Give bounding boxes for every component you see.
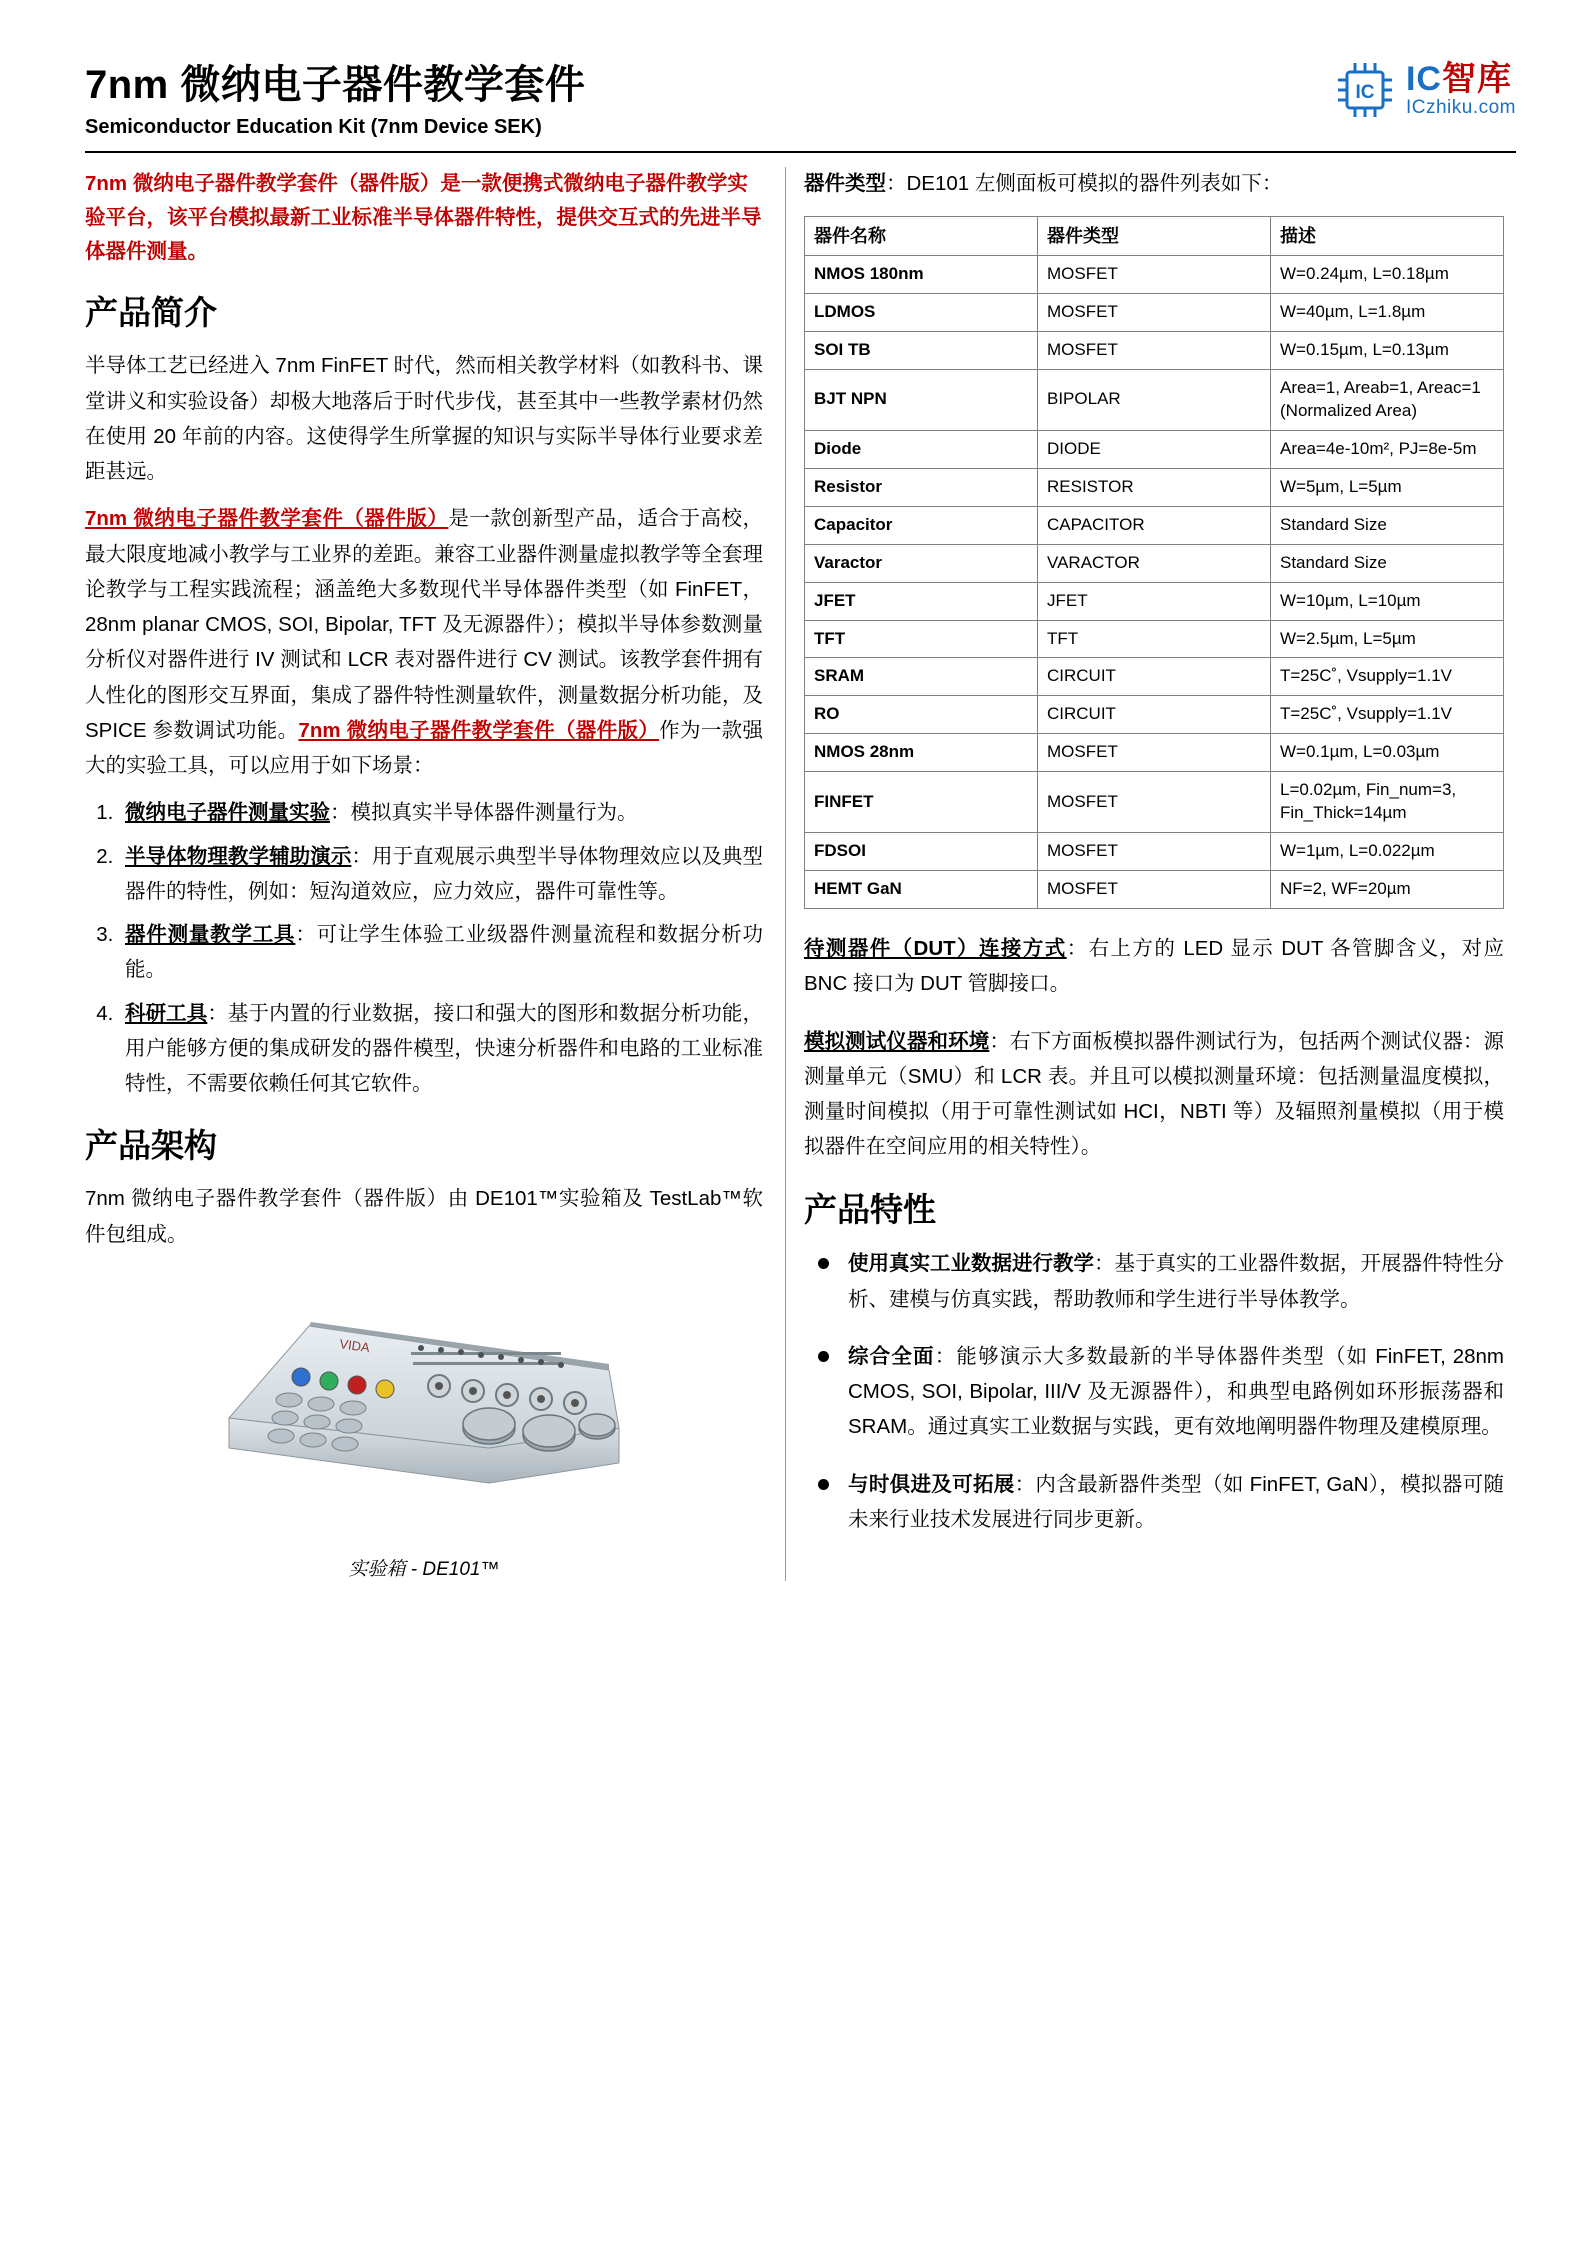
right-column bbox=[804, 167, 1504, 1581]
table-header-row bbox=[805, 216, 1504, 255]
highlight-product-name-1: 7nm 微纳电子器件教学套件（器件版） bbox=[85, 507, 449, 531]
brand-logo bbox=[1334, 55, 1516, 121]
ic-chip-icon bbox=[1334, 59, 1396, 121]
section-heading-features: 产品特性 bbox=[804, 1190, 936, 1228]
table-cell-desc: L=0.02µm, Fin_num=3, Fin_Thick=14µm bbox=[1271, 772, 1504, 833]
table-cell-desc: W=0.15µm, L=0.13µm bbox=[1271, 332, 1504, 370]
table-cell-name: JFET bbox=[805, 582, 1038, 620]
table-cell-type: MOSFET bbox=[1038, 256, 1271, 294]
table-row bbox=[805, 256, 1504, 294]
table-cell-type: RESISTOR bbox=[1038, 468, 1271, 506]
logo-wordmark-cn: 智库 bbox=[1441, 60, 1512, 99]
table-cell-name: Resistor bbox=[805, 468, 1038, 506]
feature-head: 使用真实工业数据进行教学 bbox=[848, 1252, 1094, 1276]
table-cell-name: HEMT GaN bbox=[805, 871, 1038, 909]
table-cell-desc: W=0.1µm, L=0.03µm bbox=[1271, 734, 1504, 772]
table-cell-name: FDSOI bbox=[805, 833, 1038, 871]
table-cell-type: DIODE bbox=[1038, 430, 1271, 468]
table-cell-desc: W=2.5µm, L=5µm bbox=[1271, 620, 1504, 658]
table-cell-desc: W=40µm, L=1.8µm bbox=[1271, 294, 1504, 332]
header-divider bbox=[85, 151, 1516, 153]
dut-paragraph bbox=[804, 931, 1504, 1002]
environment-paragraph bbox=[804, 1024, 1504, 1165]
list-item-body: ：基于内置的行业数据，接口和强大的图形和数据分析功能，用户能够方便的集成研发的器件模型，快速分析器件和电路的工业标准特性，不需要依赖任何其它软件。 bbox=[125, 1001, 764, 1096]
table-cell-type: MOSFET bbox=[1038, 833, 1271, 871]
device-photo-de101 bbox=[189, 1278, 659, 1538]
list-item-body: ：可让学生体验工业级器件测量流程和数据分析功能。 bbox=[125, 923, 764, 982]
table-row bbox=[805, 506, 1504, 544]
highlight-product-name-2: 7nm 微纳电子器件教学套件（器件版） bbox=[298, 718, 660, 742]
list-item-head: 科研工具 bbox=[125, 1001, 208, 1025]
table-cell-name: TFT bbox=[805, 620, 1038, 658]
table-row bbox=[805, 544, 1504, 582]
table-cell-type: CIRCUIT bbox=[1038, 658, 1271, 696]
table-cell-name: Capacitor bbox=[805, 506, 1038, 544]
list-item bbox=[119, 839, 763, 910]
list-item-head: 微纳电子器件测量实验 bbox=[125, 801, 330, 825]
feature-body: ：内含最新器件类型（如 FinFET, GaN），模拟器可随未来行业技术发展进行同步更新。 bbox=[848, 1472, 1504, 1531]
table-cell-type: BIPOLAR bbox=[1038, 369, 1271, 430]
scenario-list bbox=[85, 795, 763, 1101]
table-row bbox=[805, 871, 1504, 909]
table-cell-type: MOSFET bbox=[1038, 871, 1271, 909]
table-cell-name: Diode bbox=[805, 430, 1038, 468]
list-item bbox=[804, 1246, 1504, 1317]
table-cell-name: SRAM bbox=[805, 658, 1038, 696]
table-cell-type: MOSFET bbox=[1038, 332, 1271, 370]
table-row bbox=[805, 620, 1504, 658]
table-cell-type: JFET bbox=[1038, 582, 1271, 620]
table-cell-type: CIRCUIT bbox=[1038, 696, 1271, 734]
table-row bbox=[805, 696, 1504, 734]
logo-url: ICzhiku.com bbox=[1405, 96, 1516, 118]
header-title-block bbox=[85, 55, 585, 139]
table-row bbox=[805, 582, 1504, 620]
table-cell-desc: NF=2, WF=20µm bbox=[1271, 871, 1504, 909]
environment-heading: 模拟测试仪器和环境 bbox=[804, 1029, 990, 1053]
table-row bbox=[805, 734, 1504, 772]
section-heading-architecture: 产品架构 bbox=[85, 1127, 217, 1165]
table-lead-rest: ：DE101 左侧面板可模拟的器件列表如下： bbox=[886, 172, 1283, 195]
table-cell-name: FINFET bbox=[805, 772, 1038, 833]
list-item bbox=[804, 1467, 1504, 1538]
table-row bbox=[805, 772, 1504, 833]
table-cell-desc: Area=4e-10m², PJ=8e-5m bbox=[1271, 430, 1504, 468]
table-cell-name: Varactor bbox=[805, 544, 1038, 582]
intro-paragraph: 7nm 微纳电子器件教学套件（器件版）是一款便携式微纳电子器件教学实验平台，该平台模拟最新工业标准半导体器件特性，提供交互式的先进半导体器件测量。 bbox=[85, 172, 762, 263]
table-cell-name: SOI TB bbox=[805, 332, 1038, 370]
list-item-head: 器件测量教学工具 bbox=[125, 923, 296, 947]
feature-body: ：能够演示大多数最新的半导体器件类型（如 FinFET, 28nm CMOS, SOI, Bipolar, III/V 及无源器件），和典型电路例如环形振荡器和 SRAM。通过真实工业数据与实践，更有效地阐明器件物理及建模原理。 bbox=[848, 1344, 1505, 1439]
table-cell-name: NMOS 180nm bbox=[805, 256, 1038, 294]
list-item bbox=[119, 996, 763, 1102]
column-divider bbox=[785, 167, 786, 1581]
paragraph-1: 半导体工艺已经进入 7nm FinFET 时代，然而相关教学材料（如教科书、课堂讲义和实验设备）却极大地落后于时代步伐，甚至其中一些教学素材仍然在使用 20 年前的内容。这使得学生所掌握的知识与实际半导体行业要求差距甚远。 bbox=[85, 354, 763, 484]
table-cell-type: MOSFET bbox=[1038, 772, 1271, 833]
table-cell-desc: Standard Size bbox=[1271, 544, 1504, 582]
feature-head: 与时俱进及可拓展 bbox=[848, 1472, 1015, 1496]
table-row bbox=[805, 833, 1504, 871]
table-cell-type: MOSFET bbox=[1038, 294, 1271, 332]
table-row bbox=[805, 332, 1504, 370]
table-header-cell: 器件名称 bbox=[805, 216, 1038, 255]
feature-body: ：基于真实的工业器件数据，开展器件特性分析、建模与仿真实践，帮助教师和学生进行半导体教学。 bbox=[848, 1252, 1504, 1311]
paragraph-2 bbox=[85, 501, 763, 783]
table-cell-type: VARACTOR bbox=[1038, 544, 1271, 582]
document-header bbox=[85, 55, 1516, 139]
table-row bbox=[805, 468, 1504, 506]
table-cell-name: BJT NPN bbox=[805, 369, 1038, 430]
page-title: 7nm 微纳电子器件教学套件 bbox=[85, 63, 586, 107]
logo-wordmark bbox=[1406, 62, 1516, 98]
paragraph-2-tail: 作为一款强大的实验工具，可以应用于如下场景： bbox=[85, 718, 764, 778]
section-heading-product-intro: 产品简介 bbox=[85, 294, 217, 332]
table-row bbox=[805, 658, 1504, 696]
table-lead-label: 器件类型 bbox=[804, 172, 886, 195]
list-item-head: 半导体物理教学辅助演示 bbox=[125, 844, 352, 868]
table-header-cell: 描述 bbox=[1271, 216, 1504, 255]
table-cell-type: MOSFET bbox=[1038, 734, 1271, 772]
table-cell-name: RO bbox=[805, 696, 1038, 734]
content-columns bbox=[85, 167, 1516, 1581]
paragraph-2-mid: 是一款创新型产品，适合于高校，最大限度地减小教学与工业界的差距。兼容工业器件测量虚拟教学等全套理论教学与工程实践流程；涵盖绝大多数现代半导体器件类型（如 FinFET，28nm planar CMOS, SOI, Bipolar, TFT 及无源器件）；模拟半导体参数测量分析仪对器件进行 IV 测试和 LCR 表对器件进行 CV 测试。该教学套件拥有人性化的图形交互界面，集成了器件特性测量软件，测量数据分析功能，及 SPICE 参数调试功能。 bbox=[85, 507, 763, 742]
list-item bbox=[119, 795, 763, 830]
table-lead-text bbox=[804, 167, 1504, 202]
dut-body: ：右上方的 LED 显示 DUT 各管脚含义，对应 BNC 接口为 DUT 管脚接口。 bbox=[804, 937, 1505, 996]
table-row bbox=[805, 369, 1504, 430]
figure-caption: 实验箱 - DE101™ bbox=[348, 1558, 500, 1580]
table-cell-name: NMOS 28nm bbox=[805, 734, 1038, 772]
table-header-cell: 器件类型 bbox=[1038, 216, 1271, 255]
list-item bbox=[119, 917, 763, 988]
logo-wordmark-en: IC bbox=[1405, 60, 1442, 99]
table-cell-desc: Standard Size bbox=[1271, 506, 1504, 544]
table-row bbox=[805, 294, 1504, 332]
table-cell-desc: W=1µm, L=0.022µm bbox=[1271, 833, 1504, 871]
environment-body: ：右下方面板模拟器件测试行为，包括两个测试仪器：源测量单元（SMU）和 LCR 表。并且可以模拟测量环境：包括测量温度模拟，测量时间模拟（用于可靠性测试如 HCI，NBTI 等）及辐照剂量模拟（用于模拟器件在空间应用的相关特性）。 bbox=[804, 1029, 1505, 1159]
device-table bbox=[804, 216, 1504, 909]
table-cell-name: LDMOS bbox=[805, 294, 1038, 332]
svg-text:VIDA: VIDA bbox=[338, 1335, 371, 1356]
feature-list bbox=[804, 1246, 1504, 1537]
left-column bbox=[85, 167, 785, 1581]
svg-text:IC: IC bbox=[1355, 82, 1375, 103]
dut-heading: 待测器件（DUT）连接方式 bbox=[804, 937, 1067, 961]
page-subtitle: Semiconductor Education Kit (7nm Device SEK) bbox=[85, 116, 542, 138]
table-cell-type: TFT bbox=[1038, 620, 1271, 658]
table-cell-desc: W=5µm, L=5µm bbox=[1271, 468, 1504, 506]
table-row bbox=[805, 430, 1504, 468]
feature-head: 综合全面 bbox=[848, 1344, 935, 1368]
table-cell-desc: W=0.24µm, L=0.18µm bbox=[1271, 256, 1504, 294]
device-figure bbox=[85, 1278, 763, 1581]
list-item-body: ：用于直观展示典型半导体物理效应以及典型器件的特性，例如：短沟道效应，应力效应，器件可靠性等。 bbox=[125, 844, 764, 903]
logo-text bbox=[1406, 62, 1516, 118]
paragraph-3: 7nm 微纳电子器件教学套件（器件版）由 DE101™实验箱及 TestLab™软件包组成。 bbox=[85, 1187, 763, 1246]
table-cell-desc: T=25C˚, Vsupply=1.1V bbox=[1271, 658, 1504, 696]
table-cell-desc: T=25C˚, Vsupply=1.1V bbox=[1271, 696, 1504, 734]
table-cell-type: CAPACITOR bbox=[1038, 506, 1271, 544]
list-item bbox=[804, 1339, 1504, 1445]
list-item-body: ：模拟真实半导体器件测量行为。 bbox=[330, 801, 638, 825]
table-cell-desc: W=10µm, L=10µm bbox=[1271, 582, 1504, 620]
table-cell-desc: Area=1, Areab=1, Areac=1 (Normalized Area) bbox=[1271, 369, 1504, 430]
